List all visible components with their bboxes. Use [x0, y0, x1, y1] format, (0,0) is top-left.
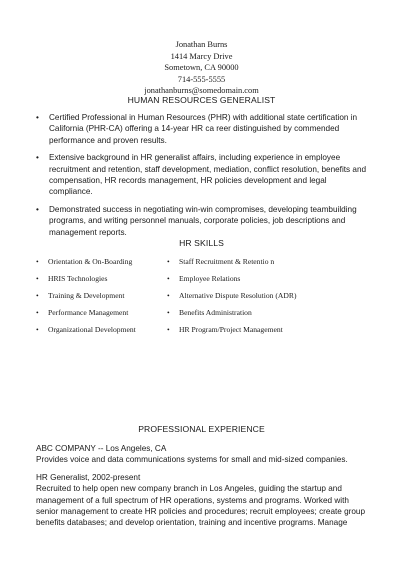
bullet-icon: •: [36, 291, 39, 300]
summary-line: Demonstrated success in negotiating win-win compromises, developing teambuilding: [49, 204, 357, 214]
summary-line: Certified Professional in Human Resources (PHR) with additional state certification in: [49, 113, 358, 122]
skill-label: HRIS Technologies: [48, 274, 108, 283]
contact-phone: 714-555-5555: [177, 74, 226, 84]
job-entry: [36, 443, 376, 529]
skill-item: [36, 291, 125, 300]
contact-email: jonathanburns@somedomain.com: [144, 86, 259, 96]
bullet-icon: •: [167, 257, 170, 266]
bullet-icon: •: [36, 274, 39, 283]
contact-name: Jonathan Burns: [175, 40, 228, 49]
bullet-icon: •: [36, 308, 39, 317]
bullet-icon: •: [167, 274, 170, 283]
summary-line: compliance.: [49, 187, 93, 197]
bullet-icon: •: [36, 257, 39, 266]
experience-heading: PROFESSIONAL EXPERIENCE: [138, 424, 265, 434]
skill-label: Employee Relations: [179, 274, 241, 283]
summary-item: [36, 152, 376, 198]
skill-label: Organizational Development: [48, 325, 136, 334]
skill-item: [36, 257, 132, 266]
skill-label: Staff Recruitment & Retentio n: [179, 257, 275, 266]
skill-label: Training & Development: [48, 291, 125, 300]
skill-item: [36, 308, 128, 317]
summary-line: California (PHR-CA) offering a 14-year HR ca reer distinguished by commended: [49, 124, 340, 134]
job-line: Recruited to help open new company branch in Los Angeles, guiding the startup and: [36, 484, 342, 494]
skill-item: [167, 291, 296, 300]
skill-label: HR Program/Project Management: [179, 325, 283, 334]
contact-street: 1414 Marcy Drive: [170, 51, 233, 61]
summary-line: programs, and writing personnel manuals, corporate policies, job descriptions and: [49, 216, 346, 226]
bullet-icon: •: [167, 291, 170, 300]
summary-line: Extensive background in HR generalist affairs, including experience in employee: [49, 153, 341, 163]
skill-label: Orientation & On-Boarding: [48, 257, 133, 266]
summary-line: compensation, HR records management, HR policies development and legal: [49, 176, 327, 186]
skill-item: [167, 325, 283, 334]
contact-city: Sometown, CA 90000: [164, 63, 239, 73]
skill-item: [36, 325, 136, 334]
skill-label: Alternative Dispute Resolution (ADR): [179, 291, 297, 300]
summary-line: recruitment and retention, staff development, mediation, conflict resolution, benefits and: [49, 164, 367, 174]
job-line: senior management to create HR policies and procedures; recruit employees; create group: [36, 507, 366, 517]
bullet-icon: •: [36, 113, 39, 122]
skill-label: Benefits Administration: [179, 308, 252, 317]
bullet-icon: •: [167, 308, 170, 317]
skill-label: Performance Management: [48, 308, 129, 317]
summary-line: performance and proven results.: [49, 135, 167, 145]
summary-item: [36, 204, 376, 238]
summary-item: [36, 112, 376, 146]
job-line: benefits databases; and develop orientation, training and incentive programs. Manage: [36, 518, 348, 528]
skill-item: [167, 308, 252, 317]
company-name: ABC COMPANY -- Los Angeles, CA: [36, 444, 167, 453]
skills-heading: HR SKILLS: [179, 238, 224, 248]
job-title: HR Generalist, 2002-present: [36, 472, 141, 482]
bullet-icon: •: [36, 204, 39, 214]
bullet-icon: •: [36, 153, 39, 163]
skill-item: [167, 274, 240, 283]
skill-item: [167, 257, 274, 266]
contact-block: [0, 39, 403, 97]
skill-item: [36, 274, 107, 283]
bullet-icon: •: [36, 325, 39, 334]
job-line: management of a full spectrum of HR operations, systems and programs. Worked with: [36, 495, 349, 505]
summary-list: [36, 112, 376, 244]
bullet-icon: •: [167, 325, 170, 334]
headline: HUMAN RESOURCES GENERALIST: [127, 95, 276, 105]
company-description: Provides voice and data communications systems for small and mid-sized companies.: [36, 455, 348, 465]
summary-line: management reports.: [49, 227, 127, 237]
